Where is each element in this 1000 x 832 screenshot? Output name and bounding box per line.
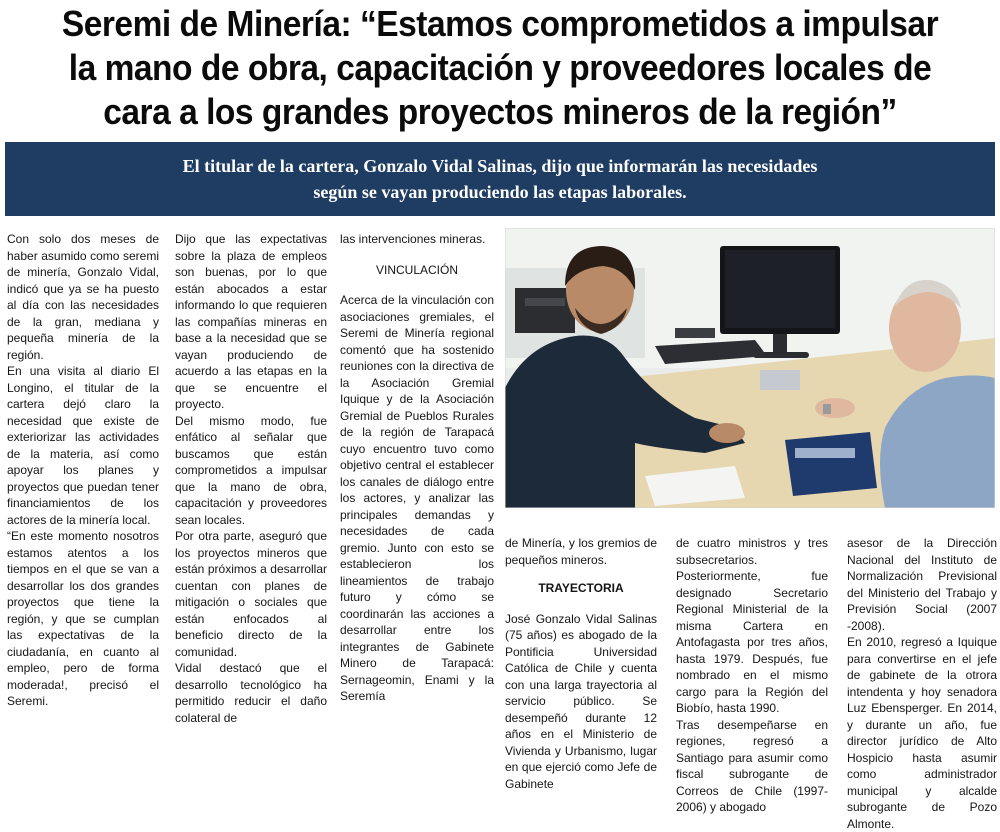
headline [35,2,965,134]
paragraph: José Gonzalo Vidal Salinas (75 años) es abogado de la Pontificia Universidad Católica de Chile y cuenta con una larga trayectoria al servicio público. Se desempeñó durante 12 años en el Ministerio de Vivienda y Urbanismo, lugar en que ejerció como Jefe de Gabinete [505,611,657,791]
headline-line-3: cara a los grandes proyectos mineros de la región” [103,91,897,132]
section-subtitle-vinculacion: VINCULACIÓN [375,262,458,277]
paragraph: Tras desempeñarse en regiones, regresó a Santiago para asumir como fiscal subrogante de Correos de Chile (1997-2006) y abogado [676,717,828,814]
headline-line-1: Seremi de Minería: “Estamos comprometidos a impulsar [61,3,939,44]
article-column-3 [340,231,494,705]
section-subtitle-trayectoria: TRAYECTORIA [538,581,624,595]
paragraph: Del mismo modo, fue enfático al señalar que buscamos que están comprometidos a impulsar que la mano de obra, capacitación y proveedores sean locales. [175,413,327,527]
paragraph: “En este momento nosotros estamos atentos a los tiempos en el que se van a desarrollar los dos grandes proyectos que tiene la región, y que se cumplan las expectativas de la ciudadanía, en cuanto al empleo, pero de forma moderada!, precisó el Seremi. [7,529,159,708]
paragraph: Dijo que las expectativas sobre la plaza de empleos son buenas, por lo que están abocados a estar informando lo que requieren las compañías mineras en base a la necesidad que se vayan produciendo de acuerdo a las etapas en la que se encuentre el proyecto. [175,232,327,411]
paragraph: Posteriormente, fue designado Secretario Regional Ministerial de la misma Cartera en Antofagasta por tres años, hasta 1979. Después, fue nombrado en el mismo cargo para la Región del Biobío, hasta 1990. [676,569,828,715]
subhead-line-1: El titular de la cartera, Gonzalo Vidal Salinas, dijo que informarán las necesidades [182,156,818,176]
paragraph: Por otra parte, aseguró que los proyectos mineros que están próximos a desarrollar cuentan con planes de mitigación o sociales que están enfocados al beneficio directo de la comunidad. [175,529,327,659]
photo-illustration [505,228,995,508]
subhead-band [5,142,995,216]
paragraph: asesor de la Dirección Nacional del Instituto de Normalización Previsional del Ministerio del Trabajo y Previsión Social (2007 -2008). [847,536,997,633]
article-column-6 [847,535,997,832]
paragraph: Acerca de la vinculación con asociaciones gremiales, el Seremi de Minería regional comentó que ha sostenido reuniones con la directiva de la Asociación Gremial Iquique y de la Asociación Gremial de Pueblos Rurales de la región de Tarapacá cuyo encuentro tuvo como objetivo central el establecer los canales de diálogo entre los actores, y analizar las principales demandas y necesidades de cada gremio. Junto con esto se establecieron los lineamientos de trabajo futuro y cómo se coordinarán las acciones a desarrollar entre los integrantes de Gabinete Minero de Tarapacá: Sernageomin, Enami y la Seremía [340,293,494,703]
paragraph: En una visita al diario El Longino, el titular de la cartera dejó claro la necesidad que existe de exteriorizar las actividades de la materia, así como apoyar los planes y proyectos que puedan tener financiamientos de los actores de la minería local. [7,364,159,527]
paragraph: de cuatro ministros y tres subsecretarios. [676,536,828,567]
article-column-2 [175,231,327,726]
article-column-5 [676,535,828,816]
headline-line-2: la mano de obra, capacitación y proveedores locales de [68,47,932,88]
article-column-1 [7,231,159,710]
paragraph: las intervenciones mineras. [340,232,486,246]
article-column-4 [505,535,657,792]
paragraph: Con solo dos meses de haber asumido como seremi de minería, Gonzalo Vidal, indicó que ya se ha puesto al día con las necesidades de la gran, mediana y pequeña minería de la región. [7,232,159,362]
subhead-line-2: según se vayan produciendo las etapas laborales. [313,182,687,202]
paragraph: Vidal destacó que el desarrollo tecnológico ha permitido reducir el daño colateral de [175,661,327,725]
paragraph: En 2010, regresó a Iquique para convertirse en el jefe de gabinete de la otrora intendenta y hoy senadora Luz Ebensperger. En 2014, y durante un año, fue director jurídico de Alto Hospicio hasta asumir como administrador municipal y alcalde subrogante de Pozo Almonte. [847,635,997,831]
article-photo [505,228,995,508]
paragraph: de Minería, y los gremios de pequeños mineros. [505,536,657,567]
